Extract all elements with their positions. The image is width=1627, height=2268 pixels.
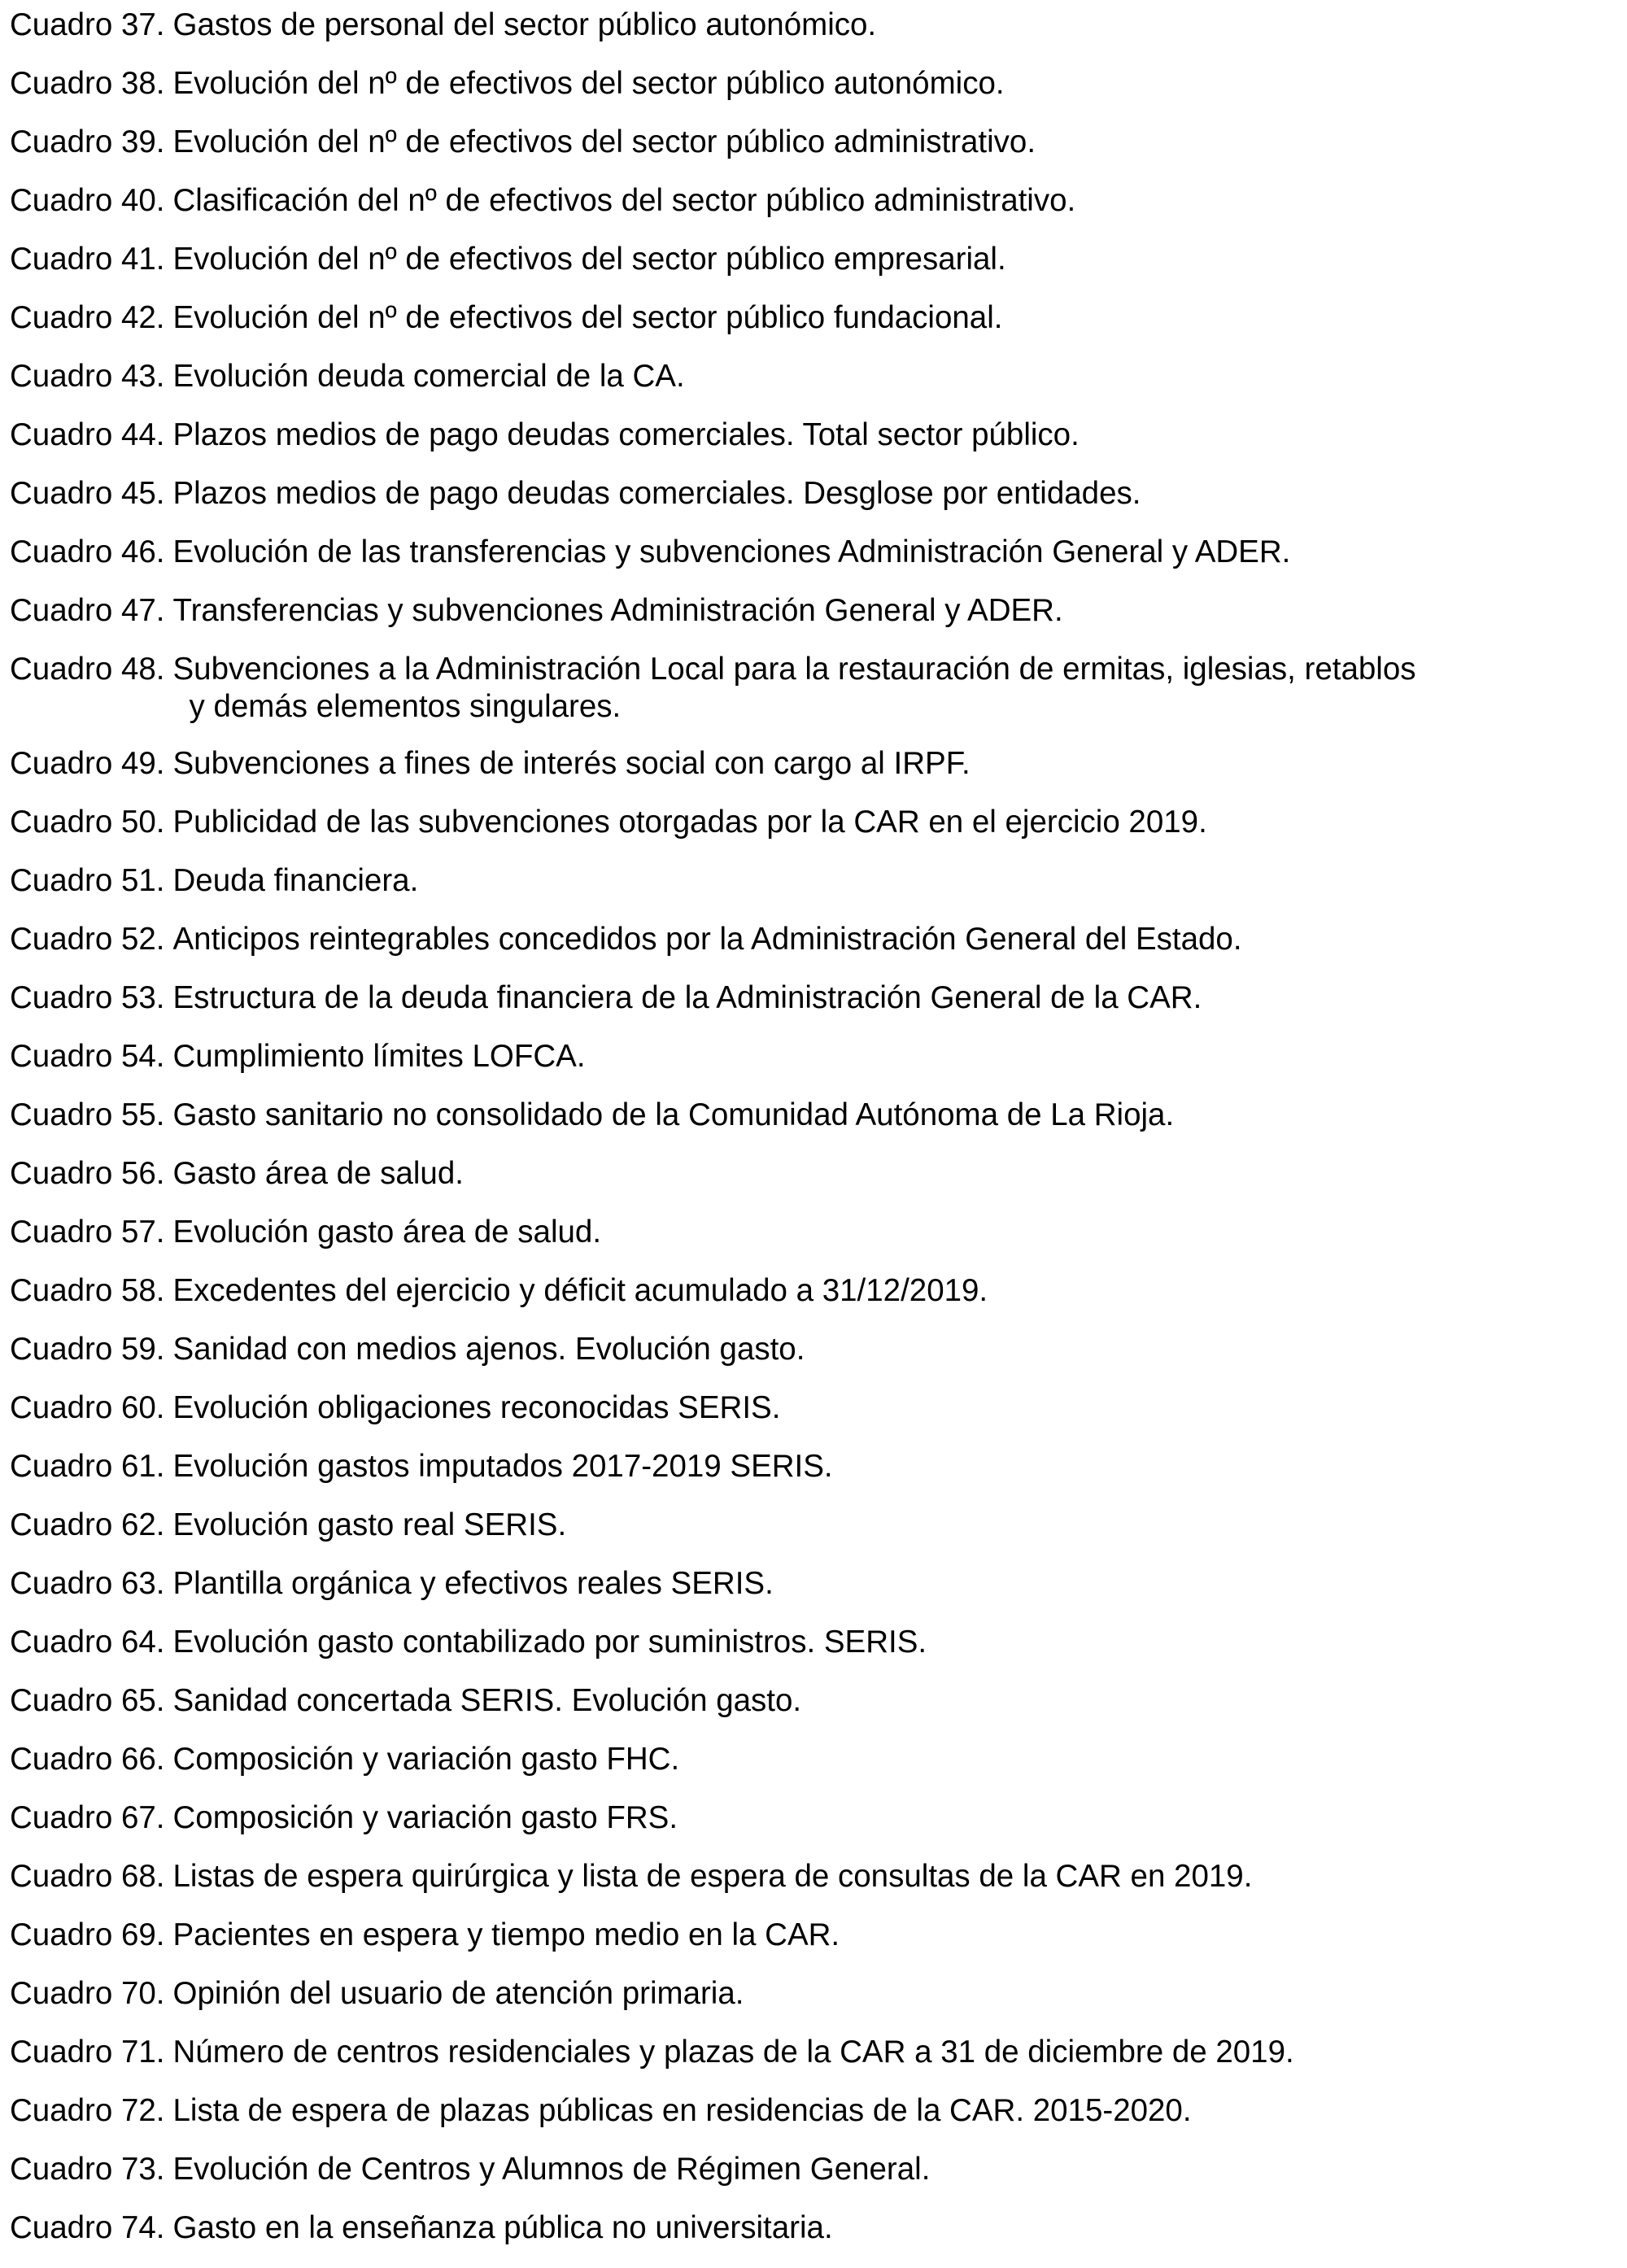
list-item — [10, 241, 1612, 299]
list-item — [10, 1155, 1612, 1214]
table-title-line: Gasto sanitario no consolidado de la Comunidad Autónoma de La Rioja. — [172, 1097, 1175, 1132]
list-item — [10, 1975, 1612, 2034]
list-item — [10, 1272, 1612, 1331]
list-item — [10, 417, 1612, 475]
table-number: Cuadro 55. — [10, 1097, 165, 1132]
table-title-line: y demás elementos singulares. — [189, 689, 622, 724]
list-item — [10, 1097, 1612, 1155]
list-item — [10, 979, 1612, 1038]
table-title-line: Clasificación del nº de efectivos del sector público administrativo. — [172, 183, 1076, 218]
list-item — [10, 2151, 1612, 2209]
list-item — [10, 1858, 1612, 1917]
table-number: Cuadro 57. — [10, 1215, 165, 1250]
table-title — [173, 1097, 1613, 1134]
table-number: Cuadro 59. — [10, 1332, 165, 1367]
table-title — [173, 1975, 1613, 2013]
table-title-line: Plazos medios de pago deudas comerciales. Desglose por entidades. — [172, 476, 1141, 511]
table-number: Cuadro 56. — [10, 1156, 165, 1191]
table-title — [173, 1272, 1613, 1310]
table-title — [173, 124, 1613, 161]
table-number: Cuadro 68. — [10, 1859, 165, 1894]
table-number: Cuadro 61. — [10, 1449, 165, 1484]
table-number: Cuadro 62. — [10, 1507, 165, 1542]
list-item — [10, 2209, 1612, 2268]
table-number: Cuadro 66. — [10, 1742, 165, 1777]
list-item — [10, 1507, 1612, 1565]
table-number: Cuadro 74. — [10, 2210, 165, 2245]
table-title-line: Evolución obligaciones reconocidas SERIS. — [172, 1390, 781, 1425]
table-number: Cuadro 71. — [10, 2035, 165, 2070]
list-item — [10, 1799, 1612, 1858]
list-item — [10, 592, 1612, 651]
table-title-line: Plazos medios de pago deudas comerciales. Total sector público. — [172, 417, 1080, 452]
table-title-line: Cumplimiento límites LOFCA. — [172, 1039, 586, 1074]
table-number: Cuadro 69. — [10, 1917, 165, 1952]
table-title-line: Evolución de Centros y Alumnos de Régimen General. — [172, 2152, 931, 2187]
list-item — [10, 1624, 1612, 1682]
table-number: Cuadro 43. — [10, 359, 165, 394]
list-item — [10, 7, 1612, 65]
table-title-line: Excedentes del ejercicio y déficit acumulado a 31/12/2019. — [172, 1273, 988, 1308]
list-item — [10, 182, 1612, 241]
table-title — [173, 745, 1613, 783]
table-number: Cuadro 45. — [10, 476, 165, 511]
table-number: Cuadro 44. — [10, 417, 165, 452]
table-title — [173, 475, 1613, 512]
table-title — [173, 1331, 1613, 1368]
list-item — [10, 2034, 1612, 2092]
list-item — [10, 862, 1612, 921]
table-title — [173, 592, 1613, 630]
table-title-line: Transferencias y subvenciones Administración General y ADER. — [172, 593, 1063, 628]
table-title — [173, 299, 1613, 337]
table-title-line: Número de centros residenciales y plazas de la CAR a 31 de diciembre de 2019. — [172, 2035, 1294, 2070]
table-number: Cuadro 53. — [10, 980, 165, 1015]
table-number: Cuadro 52. — [10, 922, 165, 957]
table-title-line: Evolución gasto contabilizado por suministros. SERIS. — [172, 1625, 927, 1660]
table-title — [173, 1565, 1613, 1603]
table-title-line: Evolución del nº de efectivos del sector público empresarial. — [172, 242, 1006, 277]
table-title-line: Anticipos reintegrables concedidos por la Administración General del Estado. — [172, 922, 1242, 957]
table-number: Cuadro 38. — [10, 66, 165, 101]
table-title — [173, 417, 1613, 454]
table-number: Cuadro 58. — [10, 1273, 165, 1308]
table-title-line: Plantilla orgánica y efectivos reales SERIS. — [172, 1566, 774, 1601]
table-number: Cuadro 42. — [10, 300, 165, 335]
table-number: Cuadro 64. — [10, 1625, 165, 1660]
list-item — [10, 475, 1612, 534]
table-number: Cuadro 67. — [10, 1800, 165, 1835]
table-title — [173, 1038, 1613, 1075]
table-title — [173, 1741, 1613, 1778]
list-item — [10, 921, 1612, 979]
table-title-line: Deuda financiera. — [172, 863, 419, 898]
table-number: Cuadro 47. — [10, 593, 165, 628]
table-title-line: Evolución gasto área de salud. — [172, 1215, 602, 1250]
list-item — [10, 1917, 1612, 1975]
table-title — [173, 182, 1613, 220]
table-title — [173, 534, 1613, 571]
table-title — [173, 2034, 1613, 2071]
table-title — [173, 1155, 1613, 1193]
list-item — [10, 1682, 1612, 1741]
list-item — [10, 804, 1612, 862]
table-number: Cuadro 50. — [10, 805, 165, 840]
table-number: Cuadro 72. — [10, 2093, 165, 2128]
table-title-line: Subvenciones a la Administración Local para la restauración de ermitas, iglesias, retablos — [172, 652, 1416, 687]
list-item — [10, 65, 1612, 124]
list-item — [10, 2092, 1612, 2151]
table-title — [173, 2151, 1613, 2188]
table-title — [173, 1507, 1613, 1544]
table-number: Cuadro 41. — [10, 242, 165, 277]
table-title-line: Opinión del usuario de atención primaria. — [172, 1976, 744, 2011]
table-number: Cuadro 46. — [10, 534, 165, 569]
table-title — [173, 65, 1613, 102]
table-number: Cuadro 60. — [10, 1390, 165, 1425]
table-number: Cuadro 54. — [10, 1039, 165, 1074]
table-title — [173, 1858, 1613, 1895]
list-item — [10, 1741, 1612, 1799]
table-title — [173, 7, 1613, 44]
table-title-line: Gastos de personal del sector público autonómico. — [172, 7, 877, 42]
table-title — [173, 1389, 1613, 1427]
table-number: Cuadro 37. — [10, 7, 165, 42]
table-number: Cuadro 40. — [10, 183, 165, 218]
table-title-line: Evolución deuda comercial de la CA. — [172, 359, 685, 394]
table-title — [173, 358, 1613, 395]
list-item — [10, 1389, 1612, 1448]
table-title — [173, 1448, 1613, 1485]
table-number: Cuadro 73. — [10, 2152, 165, 2187]
table-title-line: Evolución del nº de efectivos del sector público autonómico. — [172, 66, 1005, 101]
list-item — [10, 534, 1612, 592]
table-title-line: Pacientes en espera y tiempo medio en la CAR. — [172, 1917, 840, 1952]
list-item — [10, 651, 1612, 745]
table-title-line: Subvenciones a fines de interés social con cargo al IRPF. — [172, 746, 971, 781]
table-list — [10, 7, 1612, 2268]
list-item — [10, 1565, 1612, 1624]
table-title — [173, 1682, 1613, 1720]
table-title — [173, 2209, 1613, 2247]
table-title-line: Publicidad de las subvenciones otorgadas por la CAR en el ejercicio 2019. — [172, 805, 1207, 840]
list-item — [10, 124, 1612, 182]
list-item — [10, 1448, 1612, 1507]
table-title — [173, 1214, 1613, 1251]
table-title-line: Evolución del nº de efectivos del sector público fundacional. — [172, 300, 1003, 335]
table-number: Cuadro 65. — [10, 1683, 165, 1718]
table-title-line: Evolución del nº de efectivos del sector público administrativo. — [172, 124, 1036, 159]
table-number: Cuadro 51. — [10, 863, 165, 898]
table-number: Cuadro 48. — [10, 652, 165, 687]
table-title — [173, 804, 1613, 841]
table-title — [173, 651, 1613, 726]
list-item — [10, 1331, 1612, 1389]
list-item — [10, 745, 1612, 804]
list-item — [10, 1038, 1612, 1097]
table-number: Cuadro 39. — [10, 124, 165, 159]
table-title-line: Sanidad con medios ajenos. Evolución gasto. — [172, 1332, 805, 1367]
table-title — [173, 2092, 1613, 2130]
table-title-line: Gasto en la enseñanza pública no universitaria. — [172, 2210, 833, 2245]
table-title-line: Gasto área de salud. — [172, 1156, 464, 1191]
table-title-line: Listas de espera quirúrgica y lista de espera de consultas de la CAR en 2019. — [172, 1859, 1253, 1894]
list-item — [10, 358, 1612, 417]
table-title — [173, 862, 1613, 900]
table-title-line: Composición y variación gasto FHC. — [172, 1742, 680, 1777]
table-title-line: Estructura de la deuda financiera de la Administración General de la CAR. — [172, 980, 1202, 1015]
list-item — [10, 1214, 1612, 1272]
list-item — [10, 299, 1612, 358]
table-title — [173, 1917, 1613, 1954]
table-title-line: Evolución de las transferencias y subvenciones Administración General y ADER. — [172, 534, 1291, 569]
table-number: Cuadro 49. — [10, 746, 165, 781]
table-title-line: Lista de espera de plazas públicas en residencias de la CAR. 2015-2020. — [172, 2093, 1192, 2128]
table-number: Cuadro 70. — [10, 1976, 165, 2011]
table-title-line: Evolución gastos imputados 2017-2019 SERIS. — [172, 1449, 833, 1484]
table-title — [173, 921, 1613, 958]
table-title-line: Composición y variación gasto FRS. — [172, 1800, 678, 1835]
table-title — [173, 979, 1613, 1017]
table-title — [173, 241, 1613, 278]
table-number: Cuadro 63. — [10, 1566, 165, 1601]
table-title — [173, 1799, 1613, 1837]
table-title — [173, 1624, 1613, 1661]
table-title-line: Sanidad concertada SERIS. Evolución gasto. — [172, 1683, 802, 1718]
table-title-line: Evolución gasto real SERIS. — [172, 1507, 567, 1542]
